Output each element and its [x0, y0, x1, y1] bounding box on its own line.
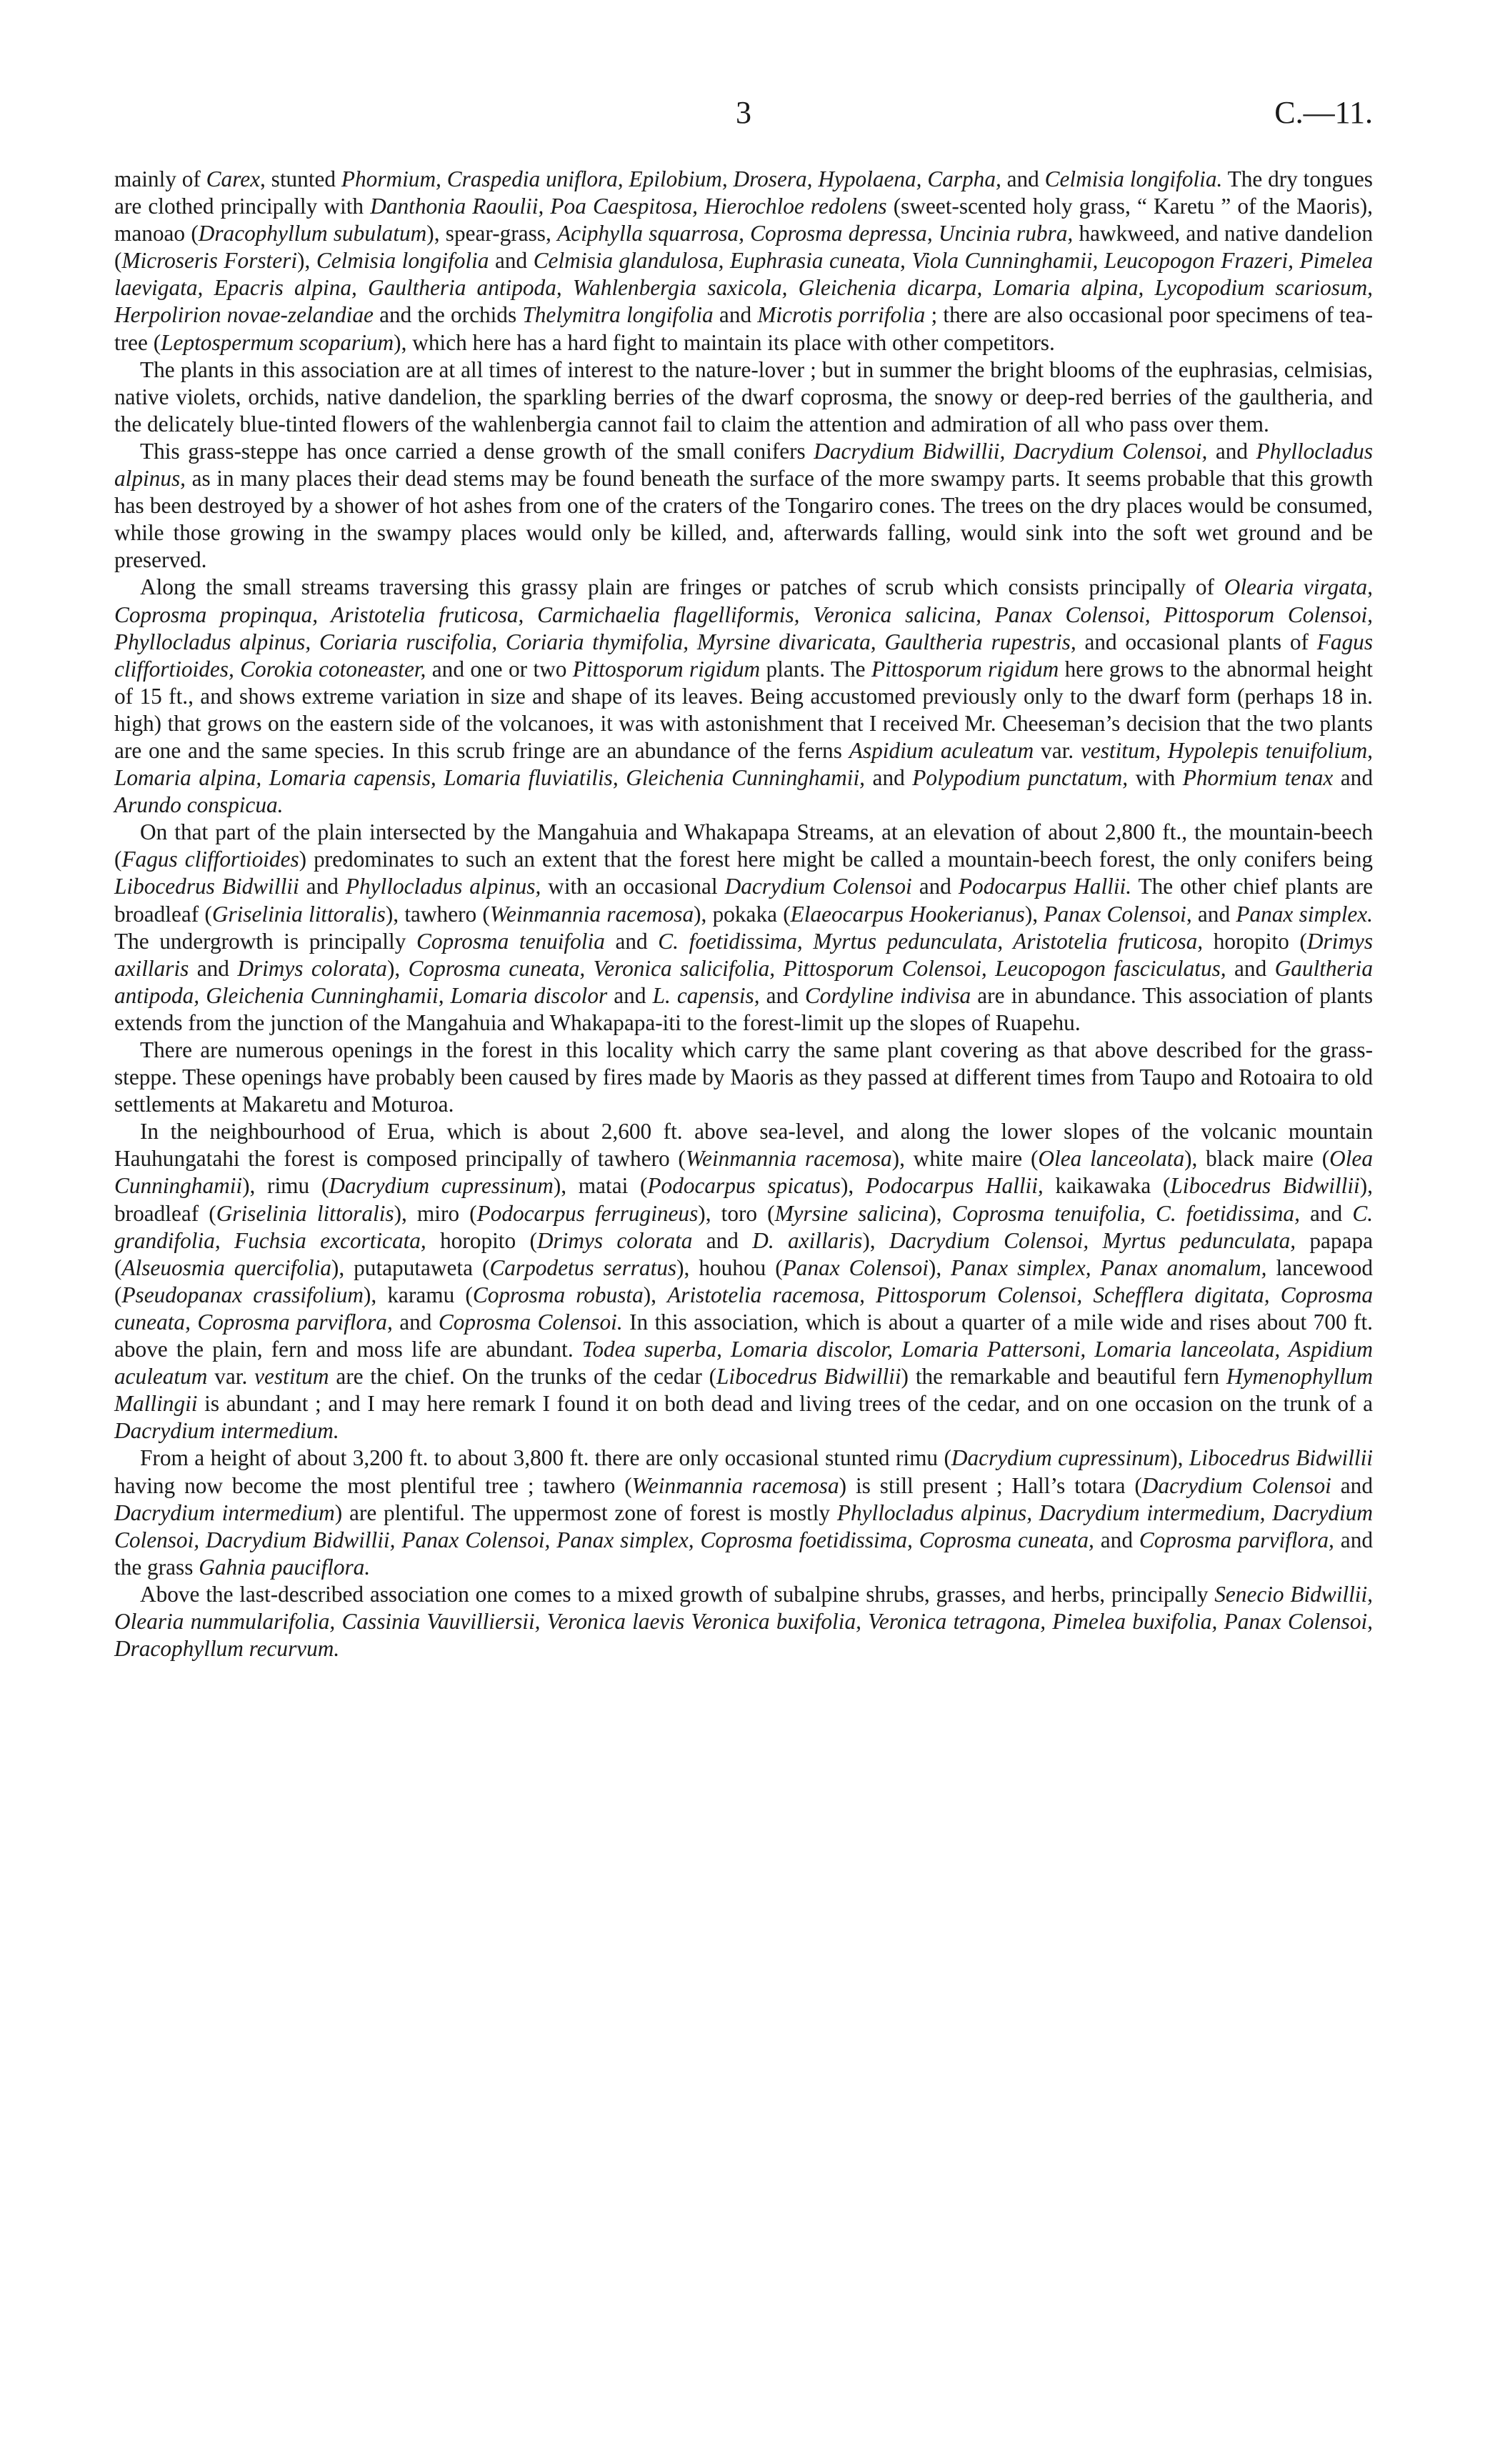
text-run: ), — [862, 1227, 889, 1253]
text-run: ), — [928, 1255, 951, 1280]
paragraph-continuation — [114, 166, 1373, 356]
text-run: ), houhou ( — [676, 1255, 783, 1280]
text-run: ; there are also occasional poor specimens of tea-tree ( — [114, 302, 1374, 355]
species-name: Phyllocladus alpinus, — [345, 874, 541, 899]
species-name: Aciphylla squarrosa, Coprosma depressa, Uncinia rubra, — [557, 221, 1074, 246]
text-run: and — [1226, 955, 1275, 981]
species-name: Carpodetus serratus — [489, 1255, 677, 1280]
text-run: ), broadleaf ( — [114, 1173, 1373, 1226]
text-run: On that part of the plain intersected by the Mangahuia and Whakapapa Streams, at an elevation of about 2,800 ft., the mountain-beech ( — [114, 819, 1373, 872]
text-run: and — [392, 1309, 439, 1335]
text-run: ), putaputaweta ( — [331, 1255, 490, 1280]
text-run: kaikawaka ( — [1043, 1173, 1171, 1199]
body-text — [114, 166, 1373, 1662]
species-name: L. capensis, — [652, 982, 760, 1008]
species-name: vestitum — [254, 1364, 329, 1390]
species-name: Arundo conspicua. — [114, 792, 284, 818]
species-name: Coprosma robusta — [472, 1282, 644, 1307]
species-name: Olearia virgata, Coprosma propinqua, Aristotelia fruticosa, Carmichaelia flagelliformis, Veronica salicina, Panax Colensoi, Pittosporum Colensoi, Phyllocladus alpinus, Coriaria ruscifolia, Coriaria thymifolia, Myrsine divaricata, Gaultheria rupestris, — [114, 574, 1373, 654]
species-name: Dracophyllum subulatum — [198, 221, 427, 246]
species-name: Phormium, Craspedia uniflora, Epilobium, Drosera, Hypolaena, Carpha, — [341, 166, 1001, 191]
paragraph-plants-interest — [114, 356, 1373, 438]
species-name: Libocedrus Bidwillii — [1170, 1173, 1360, 1199]
paragraph-grass-steppe-conifers — [114, 438, 1373, 574]
text-run: ), tawhero ( — [385, 901, 490, 927]
species-name: Leptospermum scoparium — [161, 329, 394, 355]
paragraph-erua-forest — [114, 1118, 1373, 1445]
text-run: papapa ( — [114, 1227, 1373, 1280]
species-name: Danthonia Raoulii, Poa Caespitosa, Hierochloe redolens — [370, 194, 887, 219]
species-name: Pittosporum rigidum — [871, 656, 1059, 682]
species-name: Drimys axillaris — [114, 928, 1373, 981]
text-run: horopito ( — [1203, 928, 1307, 954]
text-run: and — [713, 302, 758, 328]
text-run: ), black maire ( — [1184, 1146, 1330, 1172]
species-name: Panax simplex. — [1236, 901, 1373, 927]
species-name: Drimys colorata — [237, 955, 387, 981]
text-run: mainly of — [114, 166, 206, 191]
text-run: There are numerous openings in the forest in this locality which carry the same plant covering as that above described for the grass-steppe. These openings have probably been caused by fires made by Maoris as they passed at different times from Taupo and Rotoaira to old settlements at Makaretu and Moturoa. — [114, 1037, 1373, 1117]
text-run: and — [759, 982, 805, 1008]
species-name: Griselinia littoralis — [216, 1200, 394, 1226]
species-name: C. grandifolia, Fuchsia excorticata, — [114, 1200, 1374, 1253]
species-name: Olea Cunninghamii — [114, 1146, 1373, 1199]
species-name: Todea superba, Lomaria discolor, Lomaria Pattersoni, Lomaria lanceolata, Aspidium aculeatum — [114, 1337, 1373, 1390]
species-name: Weinmannia racemosa — [489, 901, 694, 927]
text-run: are the chief. On the trunks of the cedar ( — [329, 1364, 717, 1390]
species-name: Podocarpus ferrugineus — [476, 1200, 699, 1226]
species-name: Libocedrus Bidwillii — [1189, 1445, 1373, 1471]
text-run: ), — [643, 1282, 668, 1307]
species-name: Dacrydium intermedium — [114, 1500, 335, 1525]
species-name: Thelymitra longifolia — [522, 302, 714, 328]
text-run: and — [1001, 166, 1045, 191]
species-name: Hymenophyllum Mallingii — [114, 1364, 1374, 1417]
species-name: Phyllocladus alpinus, — [114, 438, 1374, 492]
species-name: Coprosma tenuifolia — [416, 928, 605, 954]
report-code: C.—11. — [1274, 95, 1373, 130]
species-name: Griselinia littoralis — [211, 901, 386, 927]
species-name: Coprosma tenuifolia, C. foetidissima, — [951, 1200, 1300, 1226]
species-name: Weinmannia racemosa — [685, 1146, 892, 1172]
paragraph-small-streams-scrub — [114, 574, 1373, 819]
species-name: vestitum, Hypolepis tenuifolium, Lomaria alpina, Lomaria capensis, Lomaria fluviatilis, Gleichenia Cunninghamii, — [114, 737, 1373, 791]
text-run: having now become the most plentiful tree ; tawhero ( — [114, 1472, 632, 1498]
text-run: Along the small streams traversing this grassy plain are fringes or patches of scrub which consists principally of — [140, 574, 1224, 600]
species-name: Celmisia longifolia — [316, 248, 489, 274]
species-name: Panax Colensoi, — [1044, 901, 1192, 927]
species-name: Elaeocarpus Hookerianus — [790, 901, 1025, 927]
page-header — [114, 91, 1373, 141]
species-name: Panax simplex, Panax anomalum, — [951, 1255, 1267, 1280]
species-name: Gaultheria antipoda, Gleichenia Cunninghamii, Lomaria discolor — [114, 955, 1373, 1008]
species-name: Cordyline indivisa — [804, 982, 971, 1008]
text-run: ), karamu ( — [363, 1282, 473, 1307]
species-name: Microseris Forsteri — [121, 248, 298, 274]
species-name: Coprosma parviflora, — [1139, 1527, 1334, 1552]
species-name: D. axillaris — [752, 1227, 863, 1253]
species-name: Drimys colorata — [536, 1227, 693, 1253]
paragraph-mangahuia-forest — [114, 819, 1373, 1037]
species-name: Dacrydium cupressinum — [329, 1173, 554, 1199]
text-run: hawkweed, and native dandelion ( — [114, 221, 1374, 274]
text-run: From a height of about 3,200 ft. to about 3,800 ft. there are only occasional stunted rimu ( — [140, 1445, 951, 1471]
text-run: and — [865, 765, 913, 791]
paragraph-height-3200 — [114, 1445, 1373, 1580]
text-run: with an occasional — [541, 874, 725, 899]
text-run: ), which here has a hard fight to maintain its place with other competitors. — [394, 329, 1055, 355]
species-name: Dacrydium intermedium. — [114, 1418, 339, 1444]
text-run: and — [1299, 1200, 1353, 1226]
species-name: Dacrydium Bidwillii, Dacrydium Colensoi, — [814, 438, 1208, 464]
text-run: here grows to the abnormal height of 15 ft., and shows extreme variation in size and shape of its leaves. Being accustomed previously only to the dwarf form (perhaps 18 in. high) that grows on the eastern side of the volcanoes, it was with astonishment that I received Mr. Cheeseman’s decision that the two plants are one and the same species. In this scrub fringe are an abundance of the ferns — [114, 656, 1374, 763]
text-run: Above the last-described association one comes to a mixed growth of subalpine shrubs, grasses, and herbs, principally — [140, 1581, 1215, 1607]
species-name: Fagus cliffortioides, Corokia cotoneaster, — [114, 629, 1373, 682]
text-run: lancewood ( — [114, 1255, 1374, 1307]
text-run: and the grass — [114, 1527, 1373, 1580]
text-run: ), — [386, 955, 409, 981]
species-name: Pseudopanax crassifolium — [121, 1282, 364, 1307]
species-name: Aspidium aculeatum — [849, 737, 1034, 763]
text-run: The other chief plants are broadleaf ( — [114, 874, 1373, 927]
text-run: and — [1094, 1527, 1139, 1552]
species-name: Coprosma Colensoi. — [438, 1309, 623, 1335]
species-name: Senecio Bidwillii, Olearia nummularifolia, Cassinia Vauvilliersii, Veronica laevis Veronica buxifolia, Veronica tetragona, Pimelea buxifolia, Panax Colensoi, Dracophyllum recurvum. — [114, 1581, 1373, 1662]
text-run: ) the remarkable and beautiful fern — [901, 1364, 1226, 1390]
text-run: , stunted — [260, 166, 341, 191]
species-name: C. foetidissima, Myrtus pedunculata, Aristotelia fruticosa, — [658, 928, 1204, 954]
species-name: Dacrydium Colensoi — [724, 874, 912, 899]
species-name: Alseuosmia quercifolia — [121, 1255, 331, 1280]
text-run: and — [1333, 765, 1373, 791]
species-name: Dacrydium cupressinum — [951, 1445, 1171, 1471]
species-name: Weinmannia racemosa — [631, 1472, 839, 1498]
text-run: and — [911, 874, 959, 899]
species-name: Dacrydium Colensoi — [1141, 1472, 1331, 1498]
species-name: Podocarpus Hallii. — [958, 874, 1132, 899]
text-run: In this association, which is about a quarter of a mile wide and rises about 700 ft. above the plain, fern and moss life are abundant. — [114, 1309, 1373, 1362]
text-run: plants. The — [760, 656, 871, 682]
text-run: and the orchids — [373, 302, 523, 328]
text-run: ), — [297, 248, 316, 274]
text-run: The plants in this association are at all times of interest to the nature-lover ; but in summer the bright blooms of the euphrasias, celmisias, native violets, orchids, native dandelion, the sparkling berries of the dwarf coprosma, the snowy or deep-red berries of the gaultheria, and the delicately blue-tinted flowers of the wahlenbergia cannot fail to claim the attention and admiration of all who pass over them. — [114, 356, 1373, 437]
text-run: This grass-steppe has once carried a dense growth of the small conifers — [140, 438, 814, 464]
text-run: (sweet-scented holy grass, “ Karetu ” of the Maoris), manoao ( — [114, 194, 1373, 246]
text-run: ), — [929, 1200, 952, 1226]
text-run: and one or two — [426, 656, 573, 682]
text-run: ), white maire ( — [891, 1146, 1039, 1172]
text-run: and — [1191, 901, 1236, 927]
paragraph-subalpine-shrubs — [114, 1581, 1373, 1662]
species-name: Fagus cliffortioides — [121, 847, 299, 872]
species-name: Celmisia longifolia. — [1044, 166, 1223, 191]
paragraph-forest-openings — [114, 1037, 1373, 1118]
text-run: ), miro ( — [394, 1200, 477, 1226]
page-number: 3 — [736, 95, 751, 130]
text-run: ) predominates to such an extent that the forest here might be called a mountain-beech forest, the only conifers being — [299, 847, 1373, 872]
species-name: Libocedrus Bidwillii — [716, 1364, 901, 1390]
text-run: var. — [207, 1364, 255, 1390]
text-run: ), — [1024, 901, 1044, 927]
species-name: Dacrydium Colensoi, Myrtus pedunculata, — [889, 1227, 1296, 1253]
text-run: and — [489, 248, 534, 274]
text-run: The dry tongues are clothed principally with — [114, 166, 1373, 219]
text-run: and — [189, 955, 238, 981]
species-name: Podocarpus Hallii, — [865, 1173, 1044, 1199]
text-run: ), rimu ( — [242, 1173, 329, 1199]
text-run: In the neighbourhood of Erua, which is about 2,600 ft. above sea-level, and along the lower slopes of the volcanic mountain Hauhungatahi the forest is composed principally of tawhero ( — [114, 1119, 1373, 1172]
species-name: Podocarpus spicatus — [647, 1173, 841, 1199]
species-name: Olea lanceolata — [1038, 1146, 1185, 1172]
species-name: Coprosma cuneata, Veronica salicifolia, Pittosporum Colensoi, Leucopogon fasciculatus, — [408, 955, 1226, 981]
species-name: Panax Colensoi — [782, 1255, 929, 1280]
species-name: Libocedrus Bidwillii — [114, 874, 299, 899]
species-name: Gahnia pauciflora. — [199, 1554, 371, 1580]
text-run: ), toro ( — [698, 1200, 775, 1226]
species-name: Carex — [206, 166, 260, 191]
species-name: Polypodium punctatum, — [912, 765, 1129, 791]
text-run: and — [607, 982, 653, 1008]
text-run: is abundant ; and I may here remark I found it on both dead and living trees of the cedar, and on one occasion on the trunk of a — [197, 1391, 1373, 1417]
species-name: Phyllocladus alpinus, Dacrydium intermedium, Dacrydium Colensoi, Dacrydium Bidwillii, Panax Colensoi, Panax simplex, Coprosma foetidissima, Coprosma cuneata, — [114, 1500, 1374, 1552]
text-run: as in many places their dead stems may be found beneath the surface of the more swampy parts. It seems probable that this growth has been destroyed by a shower of hot ashes from one of the craters of the Tongariro cones. The trees on the dry places would be consumed, while those growing in the swampy places would only be killed, and, afterwards falling, would sink into the soft wet ground and be preserved. — [114, 466, 1373, 573]
text-run: The undergrowth is principally — [114, 928, 416, 954]
text-run: and — [299, 874, 346, 899]
text-run: horopito ( — [426, 1227, 537, 1253]
text-run: and — [1331, 1472, 1373, 1498]
text-run: with — [1128, 765, 1183, 791]
text-run: and — [1207, 438, 1256, 464]
text-run: ) are plentiful. The uppermost zone of forest is mostly — [334, 1500, 837, 1525]
text-run: var. — [1034, 737, 1081, 763]
text-run: and — [692, 1227, 753, 1253]
text-run: are in abundance. This association of plants extends from the junction of the Mangahuia and Whakapapa-iti to the forest-limit up the slopes of Ruapehu. — [114, 982, 1374, 1035]
text-run: ), — [1170, 1445, 1189, 1471]
species-name: Phormium tenax — [1182, 765, 1334, 791]
text-run: and occasional plants of — [1076, 629, 1317, 654]
species-name: Aristotelia racemosa, Pittosporum Colensoi, Schefflera digitata, Coprosma cuneata, Coprosma parviflora, — [114, 1282, 1374, 1335]
text-run: ) is still present ; Hall’s totara ( — [839, 1472, 1142, 1498]
text-run: ), spear-grass, — [426, 221, 558, 246]
text-run: ), pokaka ( — [694, 901, 791, 927]
text-run: ), — [840, 1173, 866, 1199]
text-run: ), matai ( — [553, 1173, 648, 1199]
text-run: and — [604, 928, 659, 954]
species-name: Myrsine salicina — [774, 1200, 929, 1226]
species-name: Microtis porrifolia — [757, 302, 926, 328]
species-name: Pittosporum rigidum — [572, 656, 761, 682]
species-name: Celmisia glandulosa, Euphrasia cuneata, Viola Cunninghamii, Leucopogon Frazeri, Pimelea laevigata, Epacris alpina, Gaultheria antipoda, Wahlenbergia saxicola, Gleichenia dicarpa, Lomaria alpina, Lycopodium scariosum, Herpolirion novae-zelandiae — [114, 248, 1374, 328]
